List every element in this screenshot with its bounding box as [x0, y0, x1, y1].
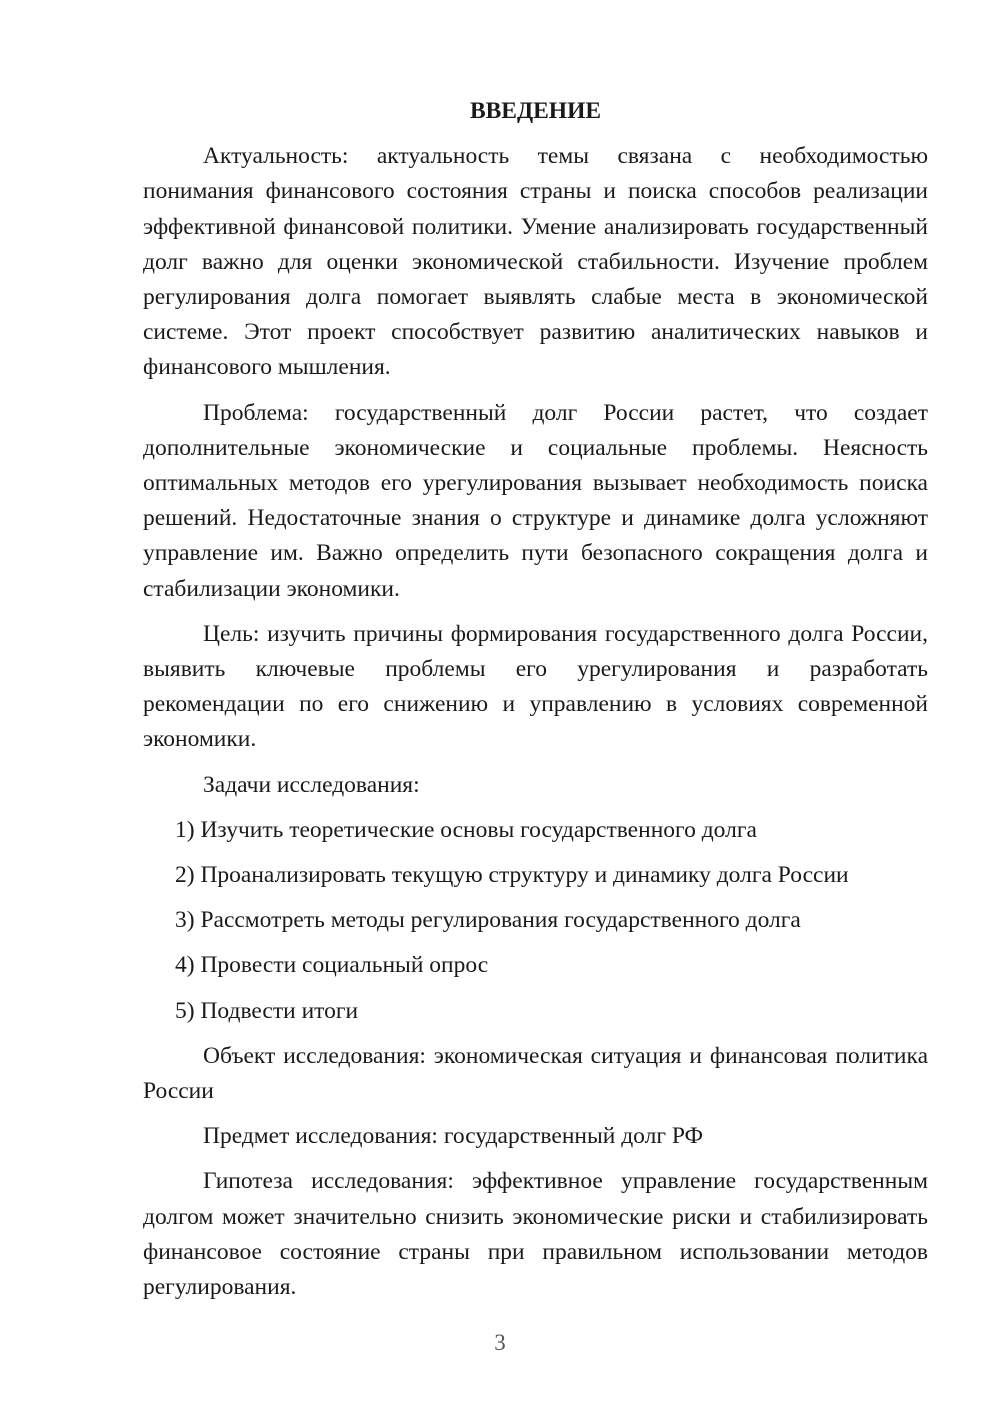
paragraph-tasks-heading: Задачи исследования: [203, 771, 420, 798]
paragraph-subject: Предмет исследования: государственный долг РФ [203, 1123, 704, 1150]
paragraph-goal: Цель: изучить причины формирования государственного долга России, выявить ключевые проблемы его урегулирования и разработать рекомендации по его снижению и управлению в условиях современной экономики. [143, 620, 928, 753]
list-item: 3) Рассмотреть методы регулирования государственного долга [175, 907, 801, 934]
paragraph-hypothesis: Гипотеза исследования: эффективное управление государственным долгом может значительно снизить экономические риски и стабилизировать финансовое состояние страны при правильном использовании методов регулирования. [143, 1168, 928, 1301]
tasks-list [143, 813, 928, 1029]
list-item: 2) Проанализировать текущую структуру и динамику долга России [175, 862, 849, 889]
page-number: 3 [494, 1330, 506, 1355]
paragraph-problem: Проблема: государственный долг России растет, что создает дополнительные экономические и социальные проблемы. Неясность оптимальных методов его урегулирования вызывает необходимость поиска решений. Недостаточные знания о структуре и динамике долга усложняют управление им. Важно определить пути безопасного сокращения долга и стабилизации экономики. [143, 399, 928, 602]
list-item: 1) Изучить теоретические основы государственного долга [175, 816, 757, 843]
list-item: 5) Подвести итоги [175, 997, 359, 1024]
list-item: 4) Провести социальный опрос [175, 952, 489, 979]
paragraph-object: Объект исследования: экономическая ситуация и финансовая политика России [143, 1042, 928, 1105]
page-content [143, 94, 928, 1315]
page-title: ВВЕДЕНИЕ [469, 98, 602, 124]
paragraph-relevance: Актуальность: актуальность темы связана с необходимостью понимания финансового состояния страны и поиска способов реализации эффективной финансовой политики. Умение анализировать государственный долг важно для оценки экономической стабильности. Изучение проблем регулирования долга помогает выявлять слабые места в экономической системе. Этот проект способствует развитию аналитических навыков и финансового мышления. [143, 143, 928, 381]
